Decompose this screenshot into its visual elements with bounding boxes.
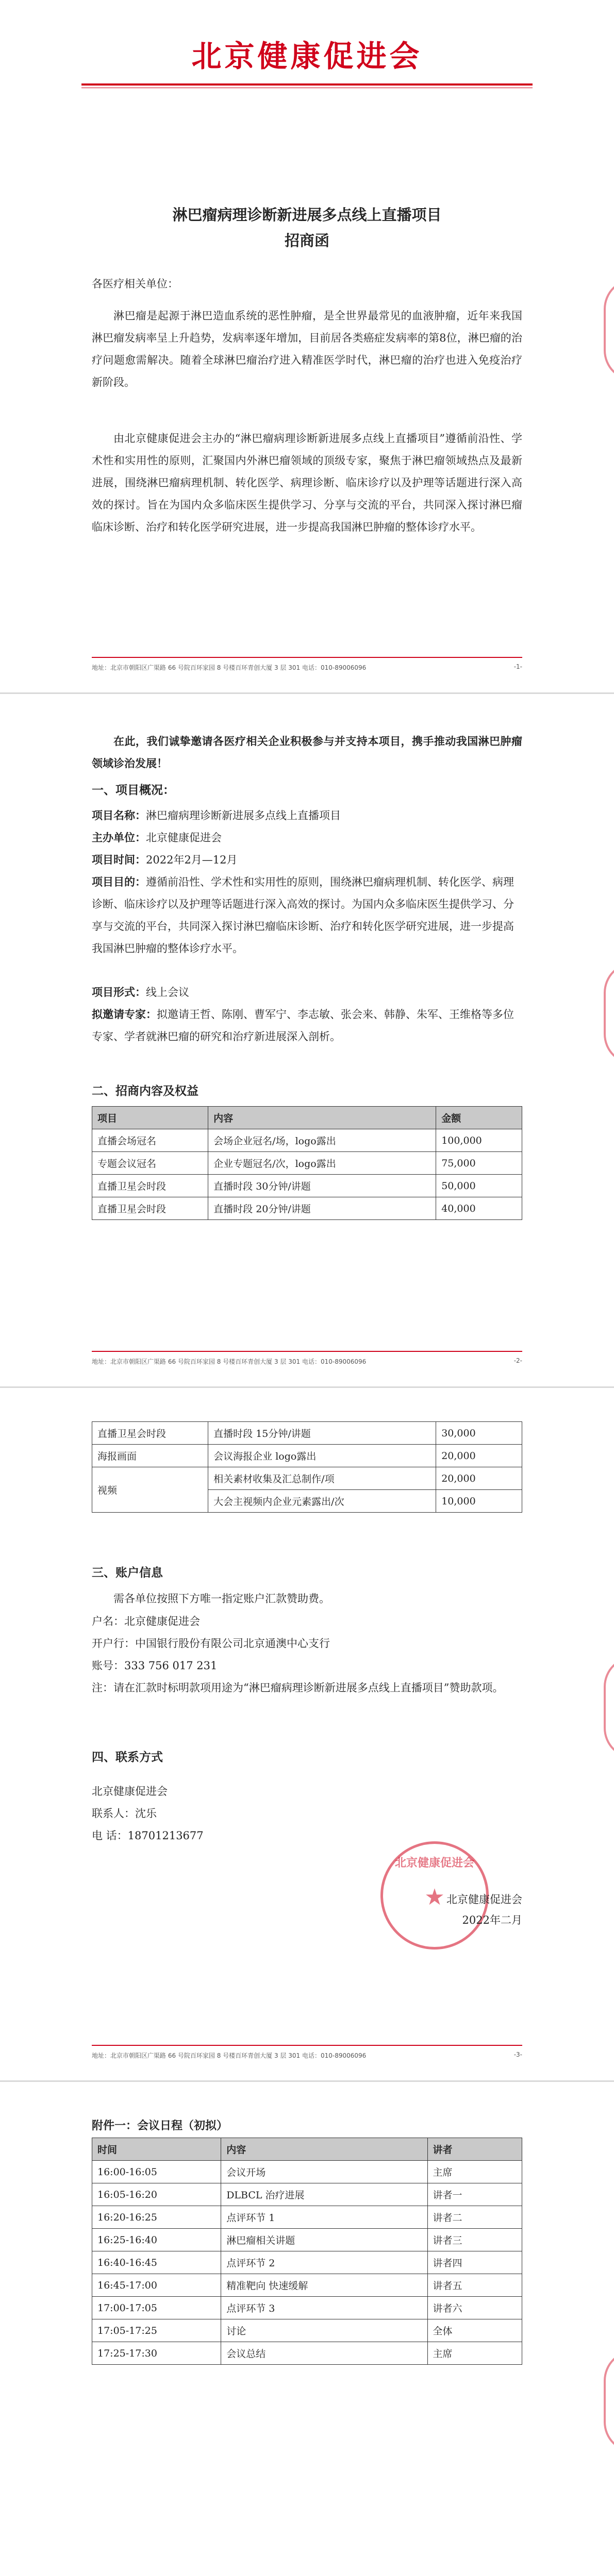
table-cell: 讲者六: [427, 2297, 522, 2319]
table-cell: 讲者二: [427, 2206, 522, 2229]
table-cell: 30,000: [436, 1422, 522, 1445]
overview-label: 项目名称：: [92, 809, 146, 822]
table-cell: 16:45-17:00: [92, 2274, 221, 2297]
table-cell: 点评环节 2: [221, 2251, 427, 2274]
table-cell: 点评环节 1: [221, 2206, 427, 2229]
table-cell: 20,000: [436, 1467, 522, 1490]
account-intro: 需各单位按照下方唯一指定账户汇款赞助费。: [113, 1592, 330, 1605]
page-number: -2-: [513, 1357, 522, 1364]
contact-org: 北京健康促进会: [92, 1785, 168, 1798]
table-row: [92, 1197, 522, 1220]
account-label: 开户行：: [92, 1637, 135, 1650]
table-cell: 精准靶向 快速缓解: [221, 2274, 427, 2297]
section-1-heading: 一、项目概况：: [92, 784, 175, 797]
overview-label: 项目目的：: [92, 875, 146, 888]
overview-label: 项目形式：: [92, 986, 146, 998]
table-cell: 直播会场冠名: [92, 1129, 208, 1152]
overview-label: 拟邀请专家：: [92, 1008, 157, 1021]
side-seal-stamp: [604, 1656, 614, 1759]
table-cell: 17:05-17:25: [92, 2319, 221, 2342]
footer-address: 地址：北京市朝阳区广渠路 66 号院百环家园 8 号楼百环青创大厦 3 层 301 电话：010-89006096: [92, 2052, 367, 2059]
intro-paragraph-2: 由北京健康促进会主办的“淋巴瘤病理诊断新进展多点线上直播项目”遵循前沿性、学术性和实用性的原则，汇聚国内外淋巴瘤领域的顶级专家，聚焦于淋巴瘤领域热点及最新进展，围绕淋巴瘤病理机制、转化医学、病理诊断、临床诊疗以及护理等话题进行深入高效的探讨。旨在为国内众多临床医生提供学习、分享与交流的平台，共同深入探讨淋巴瘤临床诊断、治疗和转化医学研究进展，进一步提高我国淋巴肿瘤的整体诊疗水平。: [92, 432, 522, 533]
section-2-heading: 二、招商内容及权益: [92, 1084, 198, 1098]
overview-label: 主办单位：: [92, 831, 146, 844]
column-header: 项目: [92, 1107, 208, 1129]
overview-purpose: [92, 871, 522, 960]
table-cell: 17:00-17:05: [92, 2297, 221, 2319]
side-seal-stamp: [604, 278, 614, 381]
table-cell: 讲者一: [427, 2183, 522, 2206]
table-row: [92, 1445, 522, 1467]
overview-format: [92, 981, 522, 1004]
page-number: -3-: [513, 2051, 522, 2058]
table-cell: 直播卫星会时段: [92, 1422, 208, 1445]
table-cell: 主席: [427, 2342, 522, 2365]
table-row: [92, 2251, 522, 2274]
document-title-line1: 淋巴瘤病理诊断新进展多点线上直播项目: [172, 206, 442, 224]
seal-star-icon: ★: [424, 1884, 445, 1910]
table-cell: 视频: [92, 1467, 208, 1513]
footer-address: 地址：北京市朝阳区广渠路 66 号院百环家园 8 号楼百环青创大厦 3 层 301 电话：010-89006096: [92, 1358, 367, 1365]
account-label: 户名：: [92, 1615, 124, 1628]
page-3: [0, 1388, 614, 2082]
table-row: [92, 2342, 522, 2365]
seal-org-name: 北京健康促进会: [394, 1857, 474, 1870]
table-row: [92, 1467, 522, 1490]
table-cell: 16:25-16:40: [92, 2229, 221, 2251]
table-cell: 直播时段 30分钟/讲题: [208, 1175, 436, 1197]
overview-value: 拟邀请王哲、陈刚、曹军宁、李志敏、张会来、韩静、朱军、王维格等多位专家、学者就淋巴瘤的研究和治疗新进展深入剖析。: [92, 1008, 514, 1043]
table-cell: 专题会议冠名: [92, 1152, 208, 1175]
account-value: 333 756 017 231: [124, 1659, 218, 1672]
table-cell: 20,000: [436, 1445, 522, 1467]
table-row: [92, 1152, 522, 1175]
contact-phone: 电 话：18701213677: [92, 1829, 204, 1842]
overview-value: 北京健康促进会: [146, 832, 222, 844]
salutation: 各医疗相关单位：: [92, 278, 178, 290]
table-row: [92, 1175, 522, 1197]
account-label: 账号：: [92, 1659, 124, 1672]
account-value: 请在汇款时标明款项用途为“淋巴瘤病理诊断新进展多点线上直播项目”赞助款项。: [113, 1682, 504, 1694]
overview-value: 线上会议: [146, 986, 189, 998]
table-row: [92, 2161, 522, 2183]
intro-paragraph-1: 淋巴瘤是起源于淋巴造血系统的恶性肿瘤，是全世界最常见的血液肿瘤，近年来我国淋巴瘤发病率呈上升趋势，发病率逐年增加，目前居各类癌症发病率的第8位，淋巴瘤的治疗问题愈需解决。随着全球淋巴瘤治疗进入精准医学时代，淋巴瘤的治疗也进入免疫治疗新阶段。: [92, 310, 522, 388]
appendix-heading: 附件一：会议日程（初拟）: [92, 2120, 228, 2132]
page-footer: [92, 657, 522, 672]
table-cell: 16:00-16:05: [92, 2161, 221, 2183]
sponsorship-table: [92, 1106, 522, 1220]
table-cell: 讲者三: [427, 2229, 522, 2251]
agenda-table: [92, 2138, 522, 2365]
column-header: 内容: [221, 2138, 427, 2161]
section-4-heading: 四、联系方式: [92, 1751, 163, 1764]
overview-time: [92, 849, 522, 871]
table-cell: 100,000: [436, 1129, 522, 1152]
column-header: 金额: [436, 1107, 522, 1129]
table-cell: 40,000: [436, 1197, 522, 1220]
table-row: [92, 1422, 522, 1445]
overview-name: [92, 804, 522, 827]
table-cell: 直播卫星会时段: [92, 1197, 208, 1220]
table-row: [92, 2297, 522, 2319]
table-row: [92, 1129, 522, 1152]
table-cell: 16:20-16:25: [92, 2206, 221, 2229]
account-note: [92, 1677, 522, 1699]
table-cell: 会议海报企业 logo露出: [208, 1445, 436, 1467]
table-cell: 直播卫星会时段: [92, 1175, 208, 1197]
page-footer: [92, 1351, 522, 1366]
table-cell: 大会主视频内企业元素露出/次: [208, 1490, 436, 1513]
document-title: [92, 202, 522, 253]
overview-organizer: [92, 826, 522, 849]
account-number: [92, 1655, 522, 1677]
account-label: 注：: [92, 1682, 113, 1694]
table-row: [92, 2183, 522, 2206]
page-2: [0, 694, 614, 1388]
table-cell: 16:05-16:20: [92, 2183, 221, 2206]
contact-person: 联系人：沈乐: [92, 1807, 157, 1820]
table-cell: 全体: [427, 2319, 522, 2342]
section-3-heading: 三、账户信息: [92, 1566, 163, 1580]
overview-value: 淋巴瘤病理诊断新进展多点线上直播项目: [146, 809, 341, 822]
table-cell: 相关素材收集及汇总制作/项: [208, 1467, 436, 1490]
account-name: [92, 1611, 522, 1633]
table-cell: 主席: [427, 2161, 522, 2183]
table-cell: 直播时段 15分钟/讲题: [208, 1422, 436, 1445]
table-cell: DLBCL 治疗进展: [221, 2183, 427, 2206]
table-cell: 点评环节 3: [221, 2297, 427, 2319]
letterhead-rule: [81, 83, 533, 86]
column-header: 时间: [92, 2138, 221, 2161]
signature-org: 北京健康促进会: [446, 1893, 522, 1906]
footer-address: 地址：北京市朝阳区广渠路 66 号院百环家园 8 号楼百环青创大厦 3 层 301 电话：010-89006096: [92, 664, 367, 671]
table-cell: 10,000: [436, 1490, 522, 1513]
page-number: -1-: [513, 663, 522, 670]
table-header-row: [92, 2138, 522, 2161]
table-header-row: [92, 1107, 522, 1129]
column-header: 内容: [208, 1107, 436, 1129]
letterhead-title: 北京健康促进会: [191, 39, 423, 74]
page-footer: [92, 2045, 522, 2060]
overview-value: 遵循前沿性、学术性和实用性的原则，围绕淋巴瘤病理机制、转化医学、病理诊断、临床诊疗以及护理等话题进行深入高效的探讨。为国内众多临床医生提供学习、分享与交流的平台，共同深入探讨淋巴瘤临床诊断、治疗和转化医学研究进展，进一步提高我国淋巴肿瘤的整体诊疗水平。: [92, 876, 514, 955]
table-row: [92, 2319, 522, 2342]
table-cell: 50,000: [436, 1175, 522, 1197]
table-cell: 企业专题冠名/次，logo露出: [208, 1152, 436, 1175]
table-cell: 讲者四: [427, 2251, 522, 2274]
page-4: [0, 2082, 614, 2576]
table-row: [92, 2206, 522, 2229]
table-cell: 淋巴瘤相关讲题: [221, 2229, 427, 2251]
account-value: 中国银行股份有限公司北京通澳中心支行: [135, 1637, 330, 1650]
table-cell: 75,000: [436, 1152, 522, 1175]
table-cell: 会议总结: [221, 2342, 427, 2365]
table-row: [92, 2229, 522, 2251]
table-cell: 会场企业冠名/场，logo露出: [208, 1129, 436, 1152]
table-cell: 讨论: [221, 2319, 427, 2342]
overview-label: 项目时间：: [92, 853, 146, 866]
overview-value: 2022年2月—12月: [146, 854, 238, 866]
signature-date: 2022年二月: [462, 1914, 522, 1926]
side-seal-stamp: [604, 2350, 614, 2453]
document-title-line2: 招商函: [284, 232, 329, 249]
table-cell: 海报画面: [92, 1445, 208, 1467]
invitation-text: 在此，我们诚挚邀请各医疗相关企业积极参与并支持本项目，携手推动我国淋巴肿瘤领域诊治发展！: [92, 735, 522, 770]
overview-experts: [92, 1003, 522, 1048]
sponsorship-table-continued: [92, 1421, 522, 1513]
table-cell: 讲者五: [427, 2274, 522, 2297]
column-header: 讲者: [427, 2138, 522, 2161]
table-cell: 16:40-16:45: [92, 2251, 221, 2274]
table-row: [92, 2274, 522, 2297]
account-value: 北京健康促进会: [124, 1615, 200, 1628]
side-seal-stamp: [604, 962, 614, 1065]
account-bank: [92, 1633, 522, 1655]
table-cell: 17:25-17:30: [92, 2342, 221, 2365]
table-cell: 会议开场: [221, 2161, 427, 2183]
table-cell: 直播时段 20分钟/讲题: [208, 1197, 436, 1220]
page-1: [0, 0, 614, 694]
